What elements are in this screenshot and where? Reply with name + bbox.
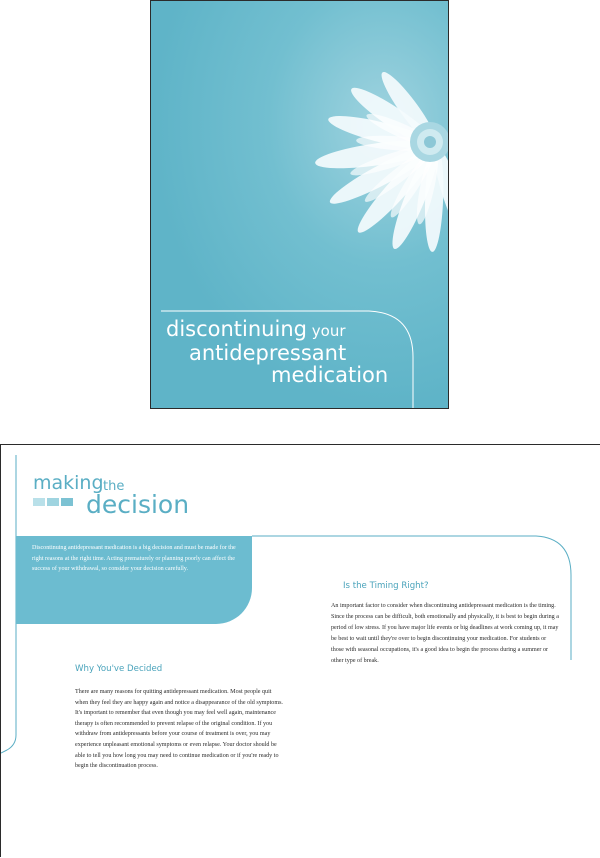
- cover-title-line-3: medication: [271, 363, 389, 387]
- logo-squares-icon: [33, 498, 73, 506]
- heading-why: Why You've Decided: [75, 664, 163, 674]
- logo-word-making: making: [33, 472, 104, 494]
- brochure-interior-page: [0, 444, 600, 857]
- heading-timing: Is the Timing Right?: [343, 581, 429, 591]
- intro-text: Discontinuing antidepressant medication is a big decision and must be made for the right reasons at the right time. Acting prematurely or planning poorly can affect the success of your withdrawal, so consider your decision carefully.: [32, 545, 236, 573]
- cover-title-word-discontinuing: discontinuing: [166, 317, 307, 341]
- brochure-cover: [150, 0, 449, 409]
- intro-box: [16, 536, 252, 624]
- paragraph-timing: An important factor to consider when discontinuing antidepressant medication is the timing. Since the process can be difficult, both emotionally and physically, it is best to begin during a period of low stress. If you have major life events or big deadlines at work coming up, it may be best to wait until they're over to begin discontinuing your medication. For students or those with seasonal occupations, it's a good idea to begin the process during a summer or other type of break.: [331, 603, 559, 664]
- cover-title-word-your: your: [311, 322, 346, 340]
- logo-word-the: the: [103, 479, 125, 494]
- flower-photo-icon: [261, 21, 449, 261]
- paragraph-why: There are many reasons for quitting antidepressant medication. Most people quit when they feel they are happy again and notice a disappearance of the old symptoms. It's important to remember that even though you may feel well again, maintenance therapy is often recommended to prevent relapse of the original condition. If you withdraw from antidepressants before your course of treatment is over, you may experience unpleasant emotional symptoms or even relapse. Your doctor should be able to tell you how long you may need to continue medication or if you're ready to begin the discontinuation process.: [75, 689, 283, 770]
- logo-word-decision: decision: [86, 490, 190, 519]
- cover-title-line-1: [166, 319, 346, 340]
- cover-title-line-2: antidepressant: [189, 341, 347, 365]
